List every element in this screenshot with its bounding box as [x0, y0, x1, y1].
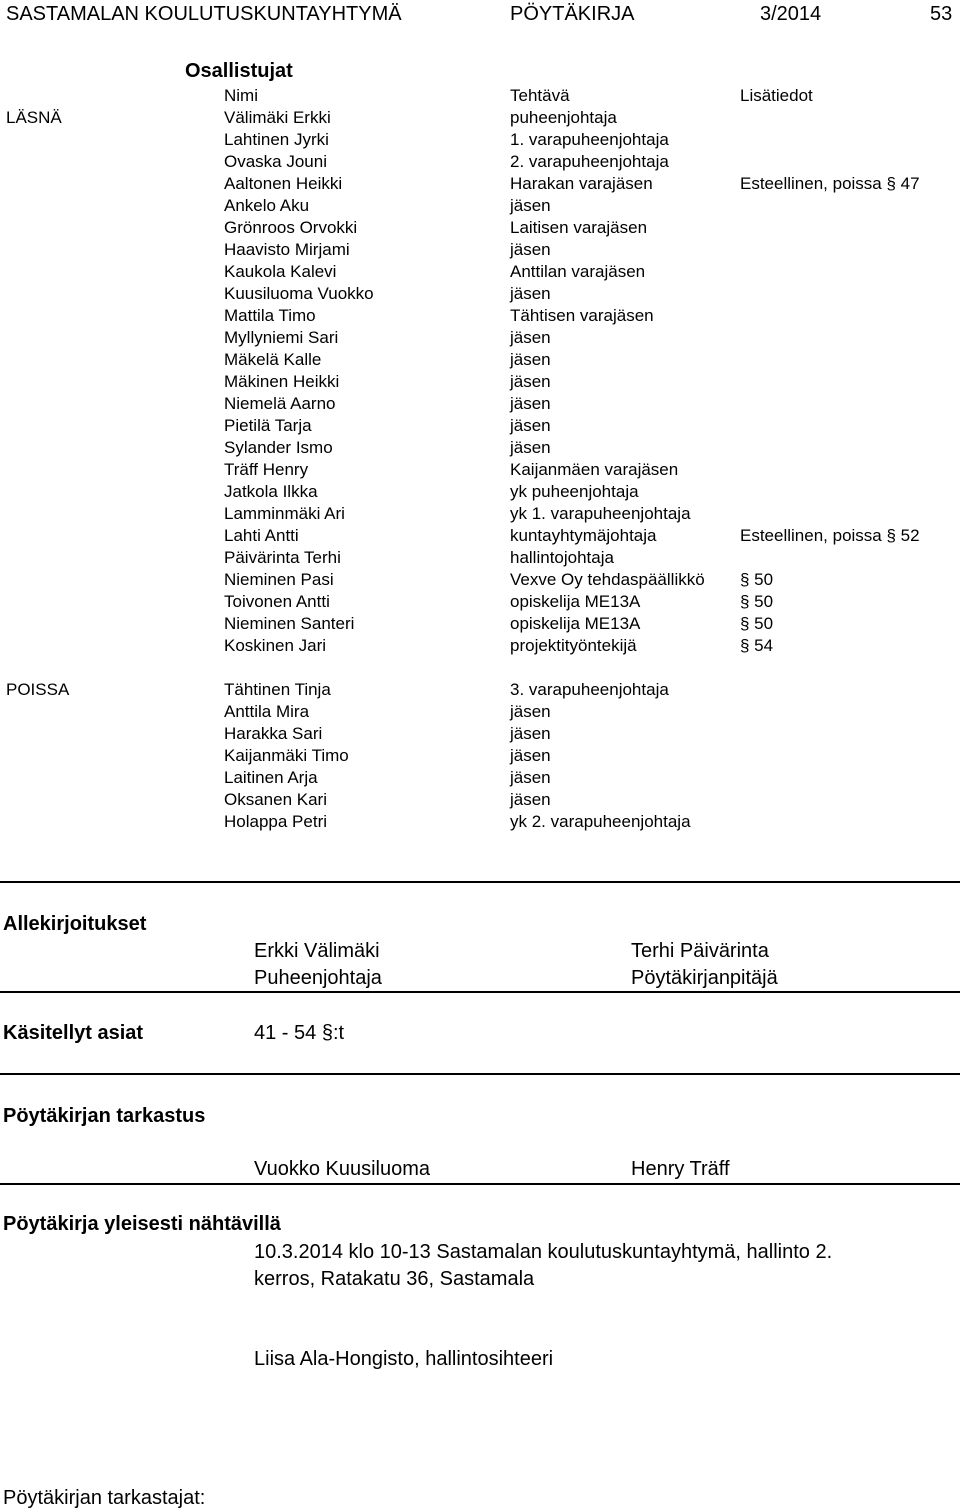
secretary-name: Terhi Päivärinta — [631, 940, 769, 962]
participant-name: Niemelä Aarno — [224, 394, 336, 413]
reviewer-2: Henry Träff — [631, 1158, 730, 1180]
absent-name: Tähtinen Tinja — [224, 680, 331, 699]
participant-name: Mäkelä Kalle — [224, 350, 322, 369]
divider-top — [0, 881, 960, 883]
participant-role: puheenjohtaja — [510, 108, 617, 127]
participant-role: projektityöntekijä — [510, 636, 637, 655]
participant-name: Aaltonen Heikki — [224, 174, 343, 193]
column-header-name: Nimi — [224, 86, 258, 105]
participant-role: Anttilan varajäsen — [510, 262, 646, 281]
absent-label: POISSA — [6, 680, 70, 699]
participant-name: Ovaska Jouni — [224, 152, 327, 171]
absent-role: jäsen — [510, 790, 551, 809]
document-type: PÖYTÄKIRJA — [510, 3, 635, 25]
participant-name: Nieminen Pasi — [224, 570, 334, 589]
participant-name: Nieminen Santeri — [224, 614, 355, 633]
participant-role: hallintojohtaja — [510, 548, 614, 567]
participant-role: jäsen — [510, 416, 551, 435]
participant-role: Vexve Oy tehdaspäällikkö — [510, 570, 705, 589]
participant-name: Mäkinen Heikki — [224, 372, 340, 391]
participant-role: Laitisen varajäsen — [510, 218, 648, 237]
participant-info: Esteellinen, poissa § 52 — [740, 526, 920, 545]
participant-role: jäsen — [510, 394, 551, 413]
participant-role: 2. varapuheenjohtaja — [510, 152, 669, 171]
absent-role: 3. varapuheenjohtaja — [510, 680, 669, 699]
participant-role: jäsen — [510, 240, 551, 259]
public-line-1: 10.3.2014 klo 10-13 Sastamalan koulutuskuntayhtymä, hallinto 2. — [254, 1241, 833, 1263]
participant-name: Kaukola Kalevi — [224, 262, 337, 281]
participant-info: § 50 — [740, 614, 774, 633]
participant-role: opiskelija ME13A — [510, 614, 641, 633]
participant-role: Kaijanmäen varajäsen — [510, 460, 679, 479]
participant-name: Jatkola Ilkka — [224, 482, 318, 501]
participant-name: Mattila Timo — [224, 306, 316, 325]
signatures-label: Allekirjoitukset — [3, 913, 147, 935]
participant-name: Grönroos Orvokki — [224, 218, 358, 237]
participant-role: jäsen — [510, 196, 551, 215]
participant-info: Esteellinen, poissa § 47 — [740, 174, 920, 193]
participant-info: § 50 — [740, 592, 774, 611]
participant-name: Koskinen Jari — [224, 636, 327, 655]
participant-role: 1. varapuheenjohtaja — [510, 130, 669, 149]
participant-role: jäsen — [510, 284, 551, 303]
absent-name: Oksanen Kari — [224, 790, 327, 809]
absent-name: Laitinen Arja — [224, 768, 318, 787]
public-line-2: kerros, Ratakatu 36, Sastamala — [254, 1268, 535, 1290]
public-signer: Liisa Ala-Hongisto, hallintosihteeri — [254, 1348, 554, 1370]
absent-role: jäsen — [510, 724, 551, 743]
participant-role: jäsen — [510, 438, 551, 457]
participant-role: yk puheenjohtaja — [510, 482, 639, 501]
footer-label: Pöytäkirjan tarkastajat: — [3, 1487, 206, 1509]
participant-name: Myllyniemi Sari — [224, 328, 339, 347]
participant-name: Pietilä Tarja — [224, 416, 312, 435]
participant-name: Toivonen Antti — [224, 592, 330, 611]
page-number: 53 — [930, 3, 953, 25]
participant-info: § 50 — [740, 570, 774, 589]
participant-name: Lahtinen Jyrki — [224, 130, 329, 149]
participant-role: jäsen — [510, 372, 551, 391]
participant-name: Lahti Antti — [224, 526, 299, 545]
participant-role: jäsen — [510, 328, 551, 347]
handled-value: 41 - 54 §:t — [254, 1022, 345, 1044]
reviewer-1: Vuokko Kuusiluoma — [254, 1158, 431, 1180]
absent-name: Holappa Petri — [224, 812, 328, 831]
participant-role: opiskelija ME13A — [510, 592, 641, 611]
participant-name: Kuusiluoma Vuokko — [224, 284, 374, 303]
absent-role: jäsen — [510, 702, 551, 721]
absent-role: yk 2. varapuheenjohtaja — [510, 812, 691, 831]
absent-name: Kaijanmäki Timo — [224, 746, 349, 765]
public-label: Pöytäkirja yleisesti nähtävillä — [3, 1213, 281, 1235]
organization-name: SASTAMALAN KOULUTUSKUNTAYHTYMÄ — [6, 3, 402, 25]
divider-handled — [0, 1073, 960, 1075]
column-header-role: Tehtävä — [510, 86, 570, 105]
review-label: Pöytäkirjan tarkastus — [3, 1105, 206, 1127]
column-header-info: Lisätiedot — [740, 86, 813, 105]
participant-role: kuntayhtymäjohtaja — [510, 526, 657, 545]
participant-role: yk 1. varapuheenjohtaja — [510, 504, 691, 523]
issue-number: 3/2014 — [760, 3, 822, 25]
absent-name: Harakka Sari — [224, 724, 323, 743]
present-label: LÄSNÄ — [6, 108, 62, 127]
handled-label: Käsitellyt asiat — [3, 1022, 144, 1044]
chair-title: Puheenjohtaja — [254, 967, 382, 989]
participant-name: Päivärinta Terhi — [224, 548, 341, 567]
divider-signatures — [0, 991, 960, 993]
participant-name: Lamminmäki Ari — [224, 504, 345, 523]
participant-role: Harakan varajäsen — [510, 174, 653, 193]
participant-name: Haavisto Mirjami — [224, 240, 350, 259]
participant-name: Välimäki Erkki — [224, 108, 331, 127]
secretary-title: Pöytäkirjanpitäjä — [631, 967, 778, 989]
participant-role: Tähtisen varajäsen — [510, 306, 654, 325]
participant-info: § 54 — [740, 636, 774, 655]
participants-title: Osallistujat — [185, 60, 293, 82]
participant-role: jäsen — [510, 350, 551, 369]
absent-role: jäsen — [510, 746, 551, 765]
participant-name: Ankelo Aku — [224, 196, 310, 215]
participant-name: Sylander Ismo — [224, 438, 333, 457]
participant-name: Träff Henry — [224, 460, 309, 479]
divider-review — [0, 1183, 960, 1185]
absent-role: jäsen — [510, 768, 551, 787]
chair-name: Erkki Välimäki — [254, 940, 380, 962]
absent-name: Anttila Mira — [224, 702, 310, 721]
